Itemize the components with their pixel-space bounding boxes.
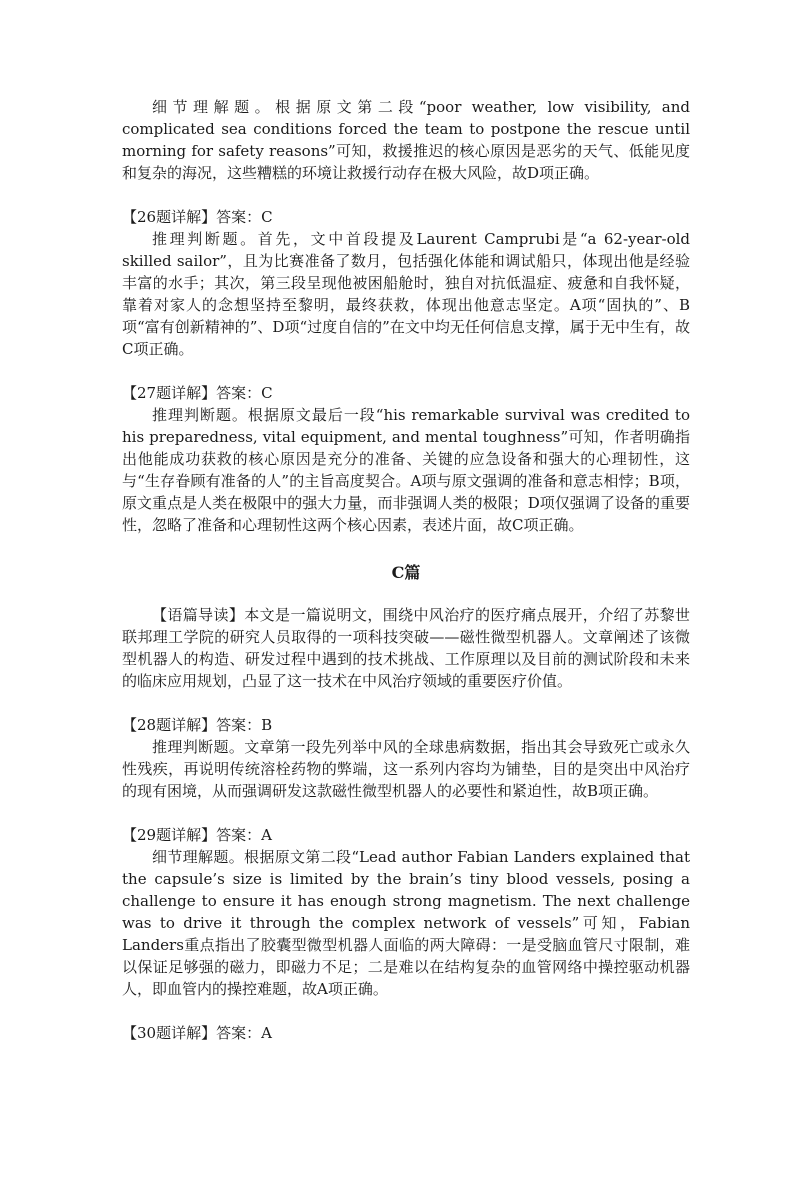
passage-guide: 【语篇导读】本文是一篇说明文，围绕中风治疗的医疗痛点展开，介绍了苏黎世联邦理工学院的研究人员取得的一项科技突破——磁性微型机器人。文章阐述了该微型机器人的构造、研发过程中遇到的技术挑战、工作原理以及目前的测试阶段和未来的临床应用规划，凸显了这一技术在中风治疗领域的重要医疗价值。 [122, 606, 690, 690]
q28-heading: 【28题详解】答案：B [122, 716, 273, 734]
document-page [122, 96, 690, 1044]
q28-explanation: 推理判断题。文章第一段先列举中风的全球患病数据，指出其会导致死亡或永久性残疾，再说明传统溶栓药物的弊端，这一系列内容均为铺垫，目的是突出中风治疗的现有困境，从而强调研发这款磁性微型机器人的必要性和紧迫性，故B项正确。 [122, 738, 690, 800]
q25-explanation: 细节理解题。根据原文第二段“poor weather, low visibility, and complicated sea conditions forced the team to postpone the rescue until morning for safety reasons”可知，救援推迟的核心原因是恶劣的天气、低能见度和复杂的海况，这些糟糕的环境让救援行动存在极大风险，故D项正确。 [122, 98, 690, 182]
q29-heading: 【29题详解】答案：A [122, 826, 272, 844]
q26-heading: 【26题详解】答案：C [122, 208, 273, 226]
q27-heading: 【27题详解】答案：C [122, 384, 273, 402]
section-c-title: C篇 [391, 563, 421, 582]
q30-heading: 【30题详解】答案：A [122, 1024, 272, 1042]
q27-explanation: 推理判断题。根据原文最后一段“his remarkable survival was credited to his preparedness, vital equipment, and mental toughness”可知，作者明确指出他能成功获救的核心原因是充分的准备、关键的应急设备和强大的心理韧性，这与“生存眷顾有准备的人”的主旨高度契合。A项与原文强调的准备和意志相悖；B项，原文重点是人类在极限中的强大力量，而非强调人类的极限；D项仅强调了设备的重要性，忽略了准备和心理韧性这两个核心因素，表述片面，故C项正确。 [122, 406, 690, 534]
q26-explanation: 推理判断题。首先，文中首段提及Laurent Camprubi是“a 62-year-old skilled sailor”，且为比赛准备了数月，包括强化体能和调试船只，体现出他是经验丰富的水手；其次，第三段呈现他被困船舱时，独自对抗低温症、疲惫和自我怀疑，靠着对家人的念想坚持至黎明，最终获救，体现出他意志坚定。A项“固执的”、B项“富有创新精神的”、D项“过度自信的”在文中均无任何信息支撑，属于无中生有，故C项正确。 [122, 230, 690, 358]
q29-explanation: 细节理解题。根据原文第二段“Lead author Fabian Landers explained that the capsule’s size is limited by the brain’s tiny blood vessels, posing a challenge to ensure it has enough strong magnetism. The next challenge was to drive it through the complex network of vessels”可知，Fabian Landers重点指出了胶囊型微型机器人面临的两大障碍：一是受脑血管尺寸限制，难以保证足够强的磁力，即磁力不足；二是难以在结构复杂的血管网络中操控驱动机器人，即血管内的操控难题，故A项正确。 [122, 848, 690, 998]
